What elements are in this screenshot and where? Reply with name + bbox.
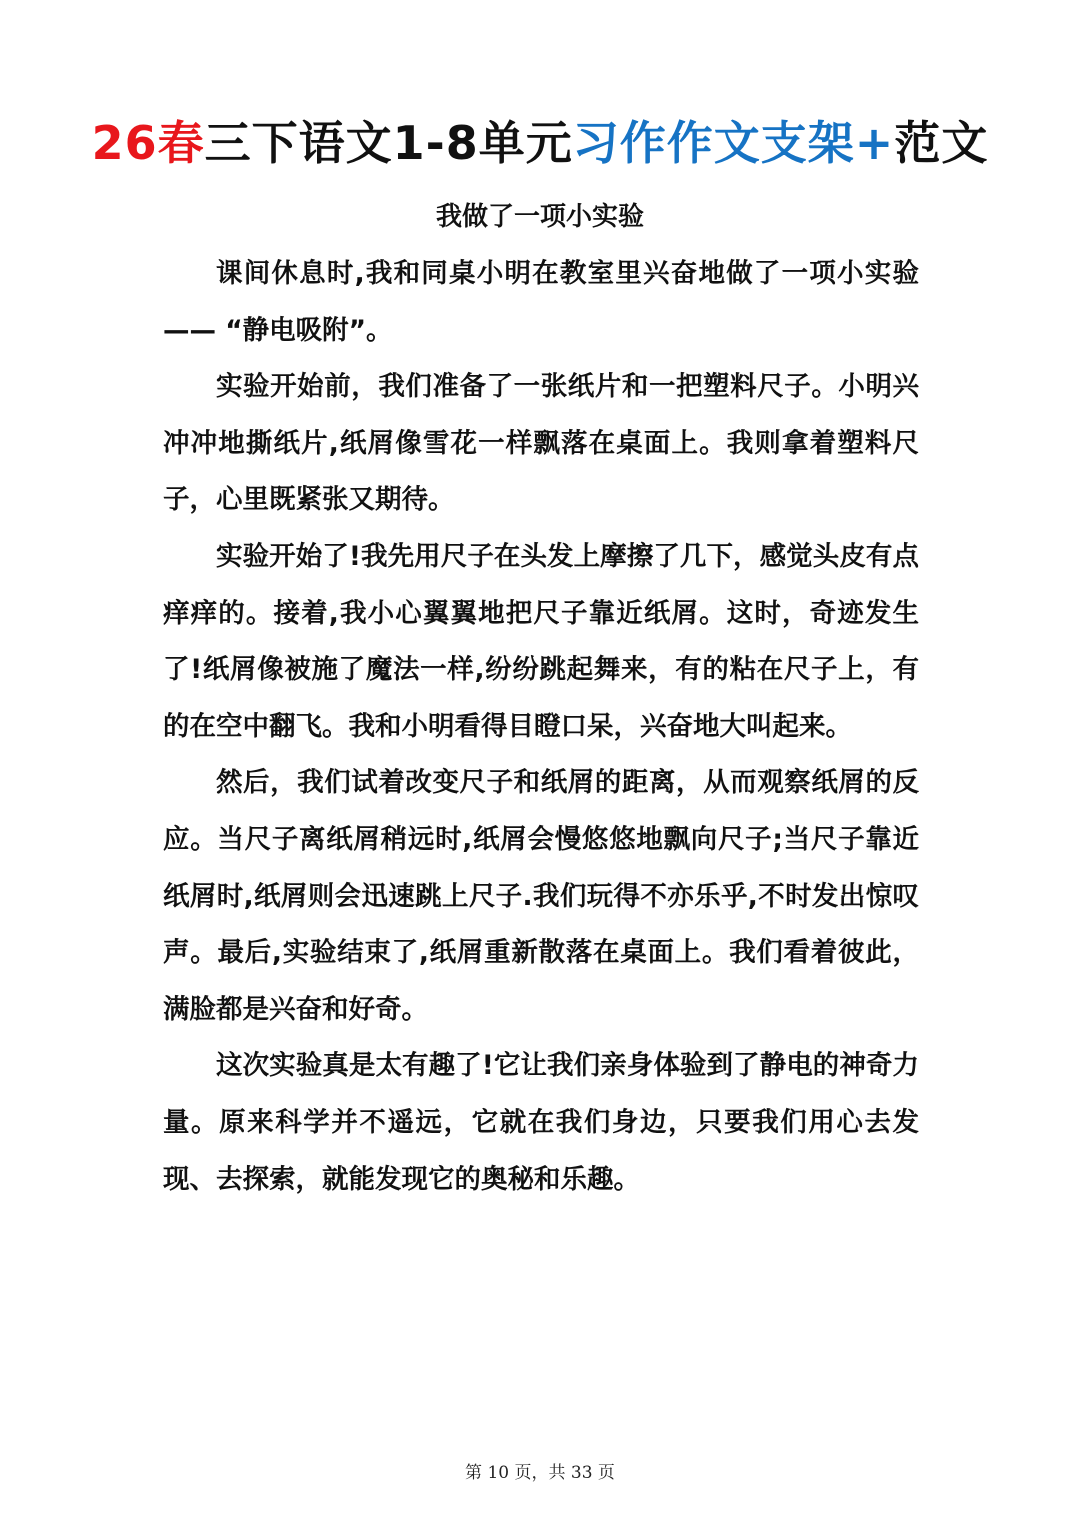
banner-segment-subject: 三下语文1-8单元 bbox=[204, 116, 573, 170]
essay-paragraph: 实验开始前，我们准备了一张纸片和一把塑料尺子。小明兴冲冲地撕纸片,纸屑像雪花一样飘落在桌面上。我则拿着塑料尺子，心里既紧张又期待。 bbox=[163, 371, 919, 516]
essay-body bbox=[163, 246, 919, 1208]
essay-paragraph: 课间休息时,我和同桌小明在教室里兴奋地做了一项小实验—— “静电吸附”。 bbox=[163, 258, 919, 346]
banner-segment-sample: 范文 bbox=[894, 116, 989, 170]
banner-segment-plus: + bbox=[854, 116, 895, 170]
essay-paragraph: 实验开始了!我先用尺子在头发上摩擦了几下，感觉头皮有点痒痒的。接着,我小心翼翼地把尺子靠近纸屑。这时，奇迹发生了!纸屑像被施了魔法一样,纷纷跳起舞来，有的粘在尺子上，有的在空中翻飞。我和小明看得目瞪口呆，兴奋地大叫起来。 bbox=[163, 540, 919, 742]
essay-title: 我做了一项小实验 bbox=[435, 202, 644, 232]
essay-paragraph: 然后，我们试着改变尺子和纸屑的距离，从而观察纸屑的反应。当尺子离纸屑稍远时,纸屑会慢悠悠地飘向尺子;当尺子靠近纸屑时,纸屑则会迅速跳上尺子.我们玩得不亦乐乎,不时发出惊叹声。最后,实验结束了,纸屑重新散落在桌面上。我们看着彼此，满脸都是兴奋和好奇。 bbox=[163, 767, 919, 1025]
banner-segment-grade: 26春 bbox=[91, 116, 205, 170]
banner-segment-topic: 习作作文支架 bbox=[572, 116, 855, 170]
page-number-footer: 第 10 页，共 33 页 bbox=[465, 1463, 615, 1483]
essay-paragraph: 这次实验真是太有趣了!它让我们亲身体验到了静电的神奇力量。原来科学并不遥远，它就在我们身边，只要我们用心去发现、去探索，就能发现它的奥秘和乐趣。 bbox=[163, 1050, 919, 1195]
document-banner-title bbox=[0, 108, 1080, 178]
